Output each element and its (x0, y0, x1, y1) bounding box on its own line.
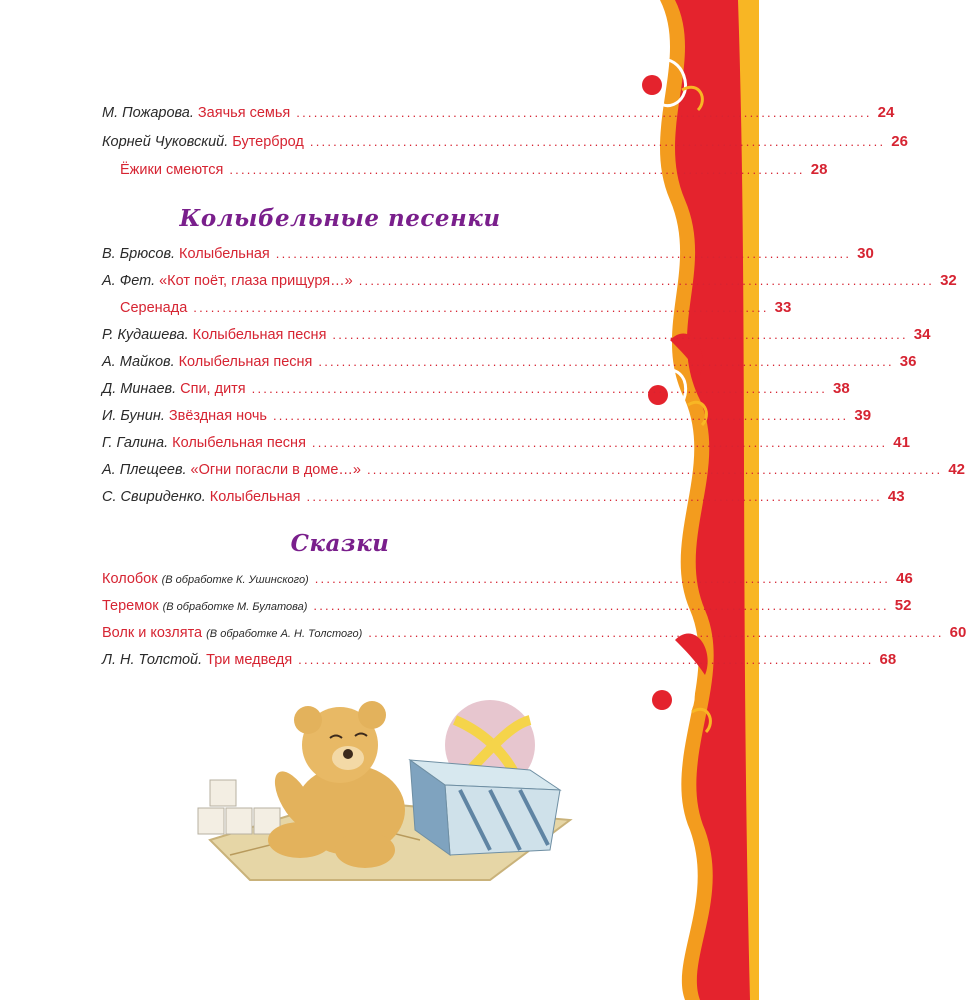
toc-entry[interactable] (102, 457, 966, 483)
entry-title: Теремок (102, 598, 159, 614)
entry-title: Три медведя (206, 652, 293, 668)
entry-page: 68 (879, 651, 897, 668)
entry-title: Серенада (120, 300, 188, 316)
leader-dots: ................................................................................................... (358, 273, 935, 288)
entry-author: Корней Чуковский. (102, 134, 229, 150)
entry-author: А. Майков. (102, 354, 175, 370)
toc-entry[interactable] (102, 241, 874, 267)
entry-author: Л. Н. Толстой. (102, 652, 203, 668)
toc-entry[interactable] (102, 129, 908, 155)
entry-title: «Кот поёт, глаза прищуря…» (159, 273, 353, 289)
leader-dots: ................................................................................................... (311, 435, 888, 450)
toc-entry[interactable] (102, 403, 872, 429)
entry-title: Колобок (102, 571, 158, 587)
toc-entry[interactable] (102, 647, 897, 673)
entry-author: В. Брюсов. (102, 246, 176, 262)
leader-dots: ................................................................................................... (298, 652, 874, 667)
entry-page: 33 (774, 299, 792, 316)
entry-author: С. Свириденко. (102, 489, 206, 505)
toc-entry[interactable] (102, 268, 957, 294)
leader-dots: ................................................................................................... (318, 354, 894, 369)
entry-author: Г. Галина. (102, 435, 169, 451)
leader-dots: ................................................................................................... (229, 162, 805, 177)
leader-dots: ................................................................................................... (366, 462, 943, 477)
entry-title: Звёздная ночь (168, 408, 267, 424)
toc-entry[interactable] (102, 349, 917, 375)
entry-title: Спи, дитя (180, 381, 246, 397)
toc-entry[interactable] (102, 376, 850, 402)
leader-dots: ................................................................................................... (314, 571, 891, 586)
leader-dots: ................................................................................................... (306, 489, 882, 504)
leader-dots: ................................................................................................... (275, 246, 852, 261)
entry-note: (В обработке А. Н. Толстого) (206, 628, 363, 640)
entry-author: А. Фет. (102, 273, 156, 289)
entry-title: Волк и козлята (102, 625, 203, 641)
toc-entry[interactable] (102, 430, 910, 456)
leader-dots: ................................................................................................... (309, 134, 886, 149)
leader-dots: ................................................................................................... (332, 327, 908, 342)
entry-author: А. Плещеев. (102, 462, 187, 478)
teddy-bear-illustration-icon (190, 690, 590, 880)
entry-title: Колыбельная песня (172, 435, 306, 451)
entry-author: Р. Кудашева. (102, 327, 189, 343)
entry-title: Ёжики смеются (120, 162, 224, 178)
entry-page: 41 (893, 434, 910, 451)
entry-page: 36 (899, 353, 917, 370)
toc-entry[interactable] (102, 100, 895, 126)
entry-title: Колыбельная песня (178, 354, 313, 370)
entry-title: Колыбельная (209, 489, 301, 505)
leader-dots: ................................................................................................... (368, 625, 944, 640)
entry-page: 32 (940, 272, 957, 289)
leader-dots: ................................................................................................... (251, 381, 828, 396)
entry-page: 46 (896, 570, 913, 587)
entry-page: 60 (949, 624, 966, 641)
entry-title: Бутерброд (232, 134, 304, 150)
entry-page: 38 (833, 380, 850, 397)
section-heading: Сказки (290, 530, 390, 557)
toc-entry[interactable] (102, 566, 913, 592)
entry-page: 42 (948, 461, 966, 478)
entry-author: И. Бунин. (102, 408, 165, 424)
leader-dots: ................................................................................................... (296, 105, 872, 120)
leader-dots: ................................................................................................... (273, 408, 849, 423)
toc-entry[interactable] (102, 620, 966, 646)
toc-entry[interactable] (120, 157, 828, 183)
entry-note: (В обработке М. Булатова) (162, 601, 308, 613)
entry-page: 26 (891, 133, 908, 150)
entry-title: «Огни погасли в доме…» (190, 462, 361, 478)
entry-author: М. Пожарова. (102, 105, 194, 121)
entry-page: 28 (810, 161, 828, 178)
toc-entry[interactable] (120, 295, 792, 321)
toc-entry[interactable] (102, 593, 912, 619)
section-heading: Колыбельные песенки (179, 205, 501, 232)
entry-page: 34 (913, 326, 931, 343)
entry-page: 30 (857, 245, 874, 262)
entry-page: 39 (854, 407, 872, 424)
toc-entry[interactable] (102, 484, 905, 510)
entry-page: 43 (887, 488, 905, 505)
entry-page: 24 (877, 104, 895, 121)
leader-dots: ................................................................................................... (193, 300, 769, 315)
toc-entry[interactable] (102, 322, 931, 348)
entry-title: Колыбельная (179, 246, 270, 262)
entry-title: Заячья семья (197, 105, 291, 121)
entry-note: (В обработке К. Ушинского) (161, 574, 309, 586)
entry-title: Колыбельная песня (192, 327, 327, 343)
entry-page: 52 (894, 597, 912, 614)
leader-dots: ................................................................................................... (313, 598, 889, 613)
entry-author: Д. Минаев. (102, 381, 177, 397)
